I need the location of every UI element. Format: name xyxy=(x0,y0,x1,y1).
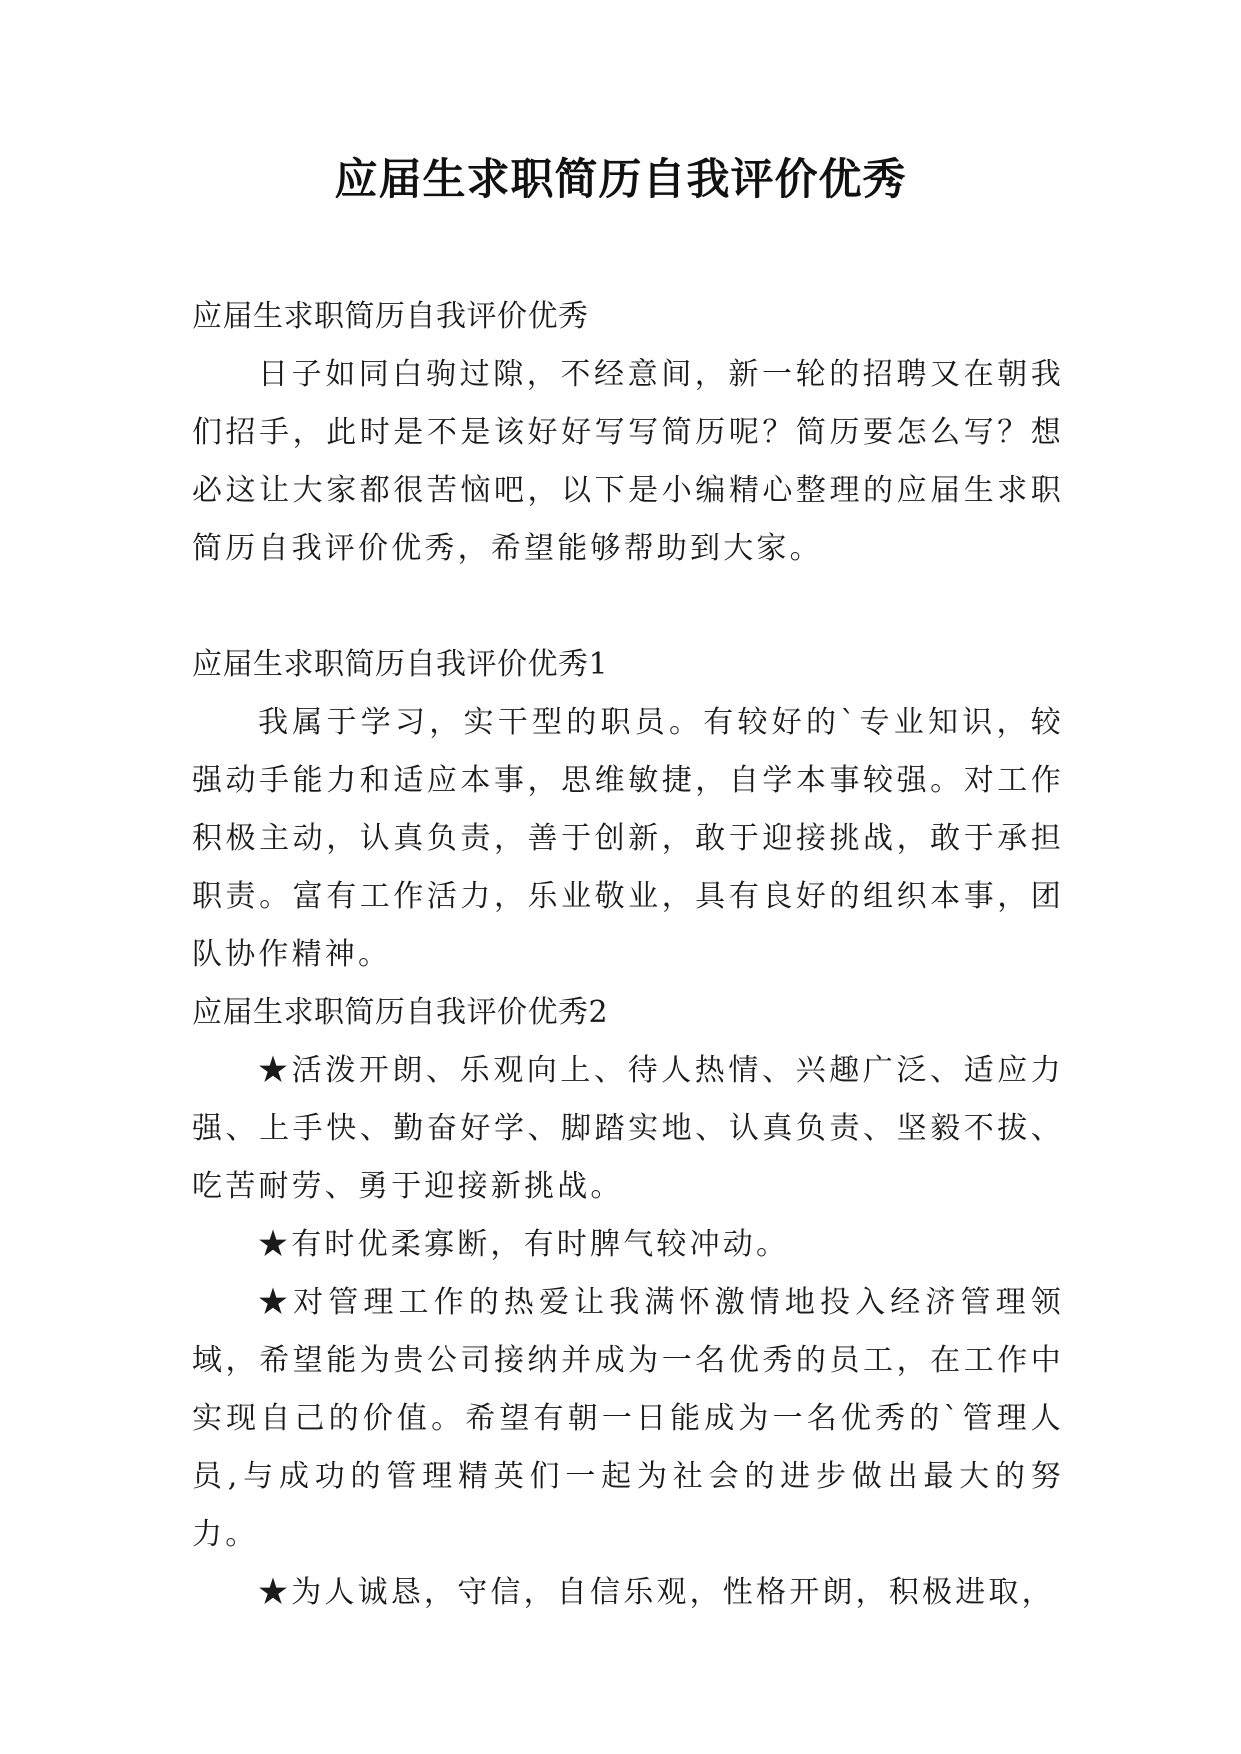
section-spacer xyxy=(192,578,1064,636)
document-subtitle: 应届生求职简历自我评价优秀 xyxy=(192,299,589,334)
section-2-paragraph-3: ★对管理工作的热爱让我满怀激情地投入经济管理领域，希望能为贵公司接纳并成为一名优秀的员工，在工作中实现自己的价值。希望有朝一日能成为一名优秀的`管理人员,与成功的管理精英们一起为社会的进步做出最大的努力。 xyxy=(192,1285,1064,1552)
page-title: 应届生求职简历自我评价优秀 xyxy=(334,155,907,205)
section-heading-2: 应届生求职简历自我评价优秀2 xyxy=(192,995,609,1030)
section-heading-1: 应届生求职简历自我评价优秀1 xyxy=(192,647,609,682)
intro-paragraph: 日子如同白驹过隙，不经意间，新一轮的招聘又在朝我们招手，此时是不是该好好写写简历呢？简历要怎么写？想必这让大家都很苦恼吧，以下是小编精心整理的应届生求职简历自我评价优秀，希望能够帮助到大家。 xyxy=(192,357,1064,566)
section-1-paragraph: 我属于学习，实干型的职员。有较好的`专业知识，较强动手能力和适应本事，思维敏捷，自学本事较强。对工作积极主动，认真负责，善于创新，敢于迎接挑战，敢于承担职责。富有工作活力，乐业敬业，具有良好的组织本事，团队协作精神。 xyxy=(192,705,1064,972)
section-2-paragraph-2: ★有时优柔寡断，有时脾气较冲动。 xyxy=(258,1227,790,1262)
document-body xyxy=(192,288,1064,1622)
section-2-paragraph-4: ★为人诚恳，守信，自信乐观，性格开朗，积极进取， xyxy=(258,1575,1055,1610)
section-2-paragraph-1: ★活泼开朗、乐观向上、待人热情、兴趣广泛、适应力强、上手快、勤奋好学、脚踏实地、认真负责、坚毅不拔、吃苦耐劳、勇于迎接新挑战。 xyxy=(192,1053,1064,1204)
